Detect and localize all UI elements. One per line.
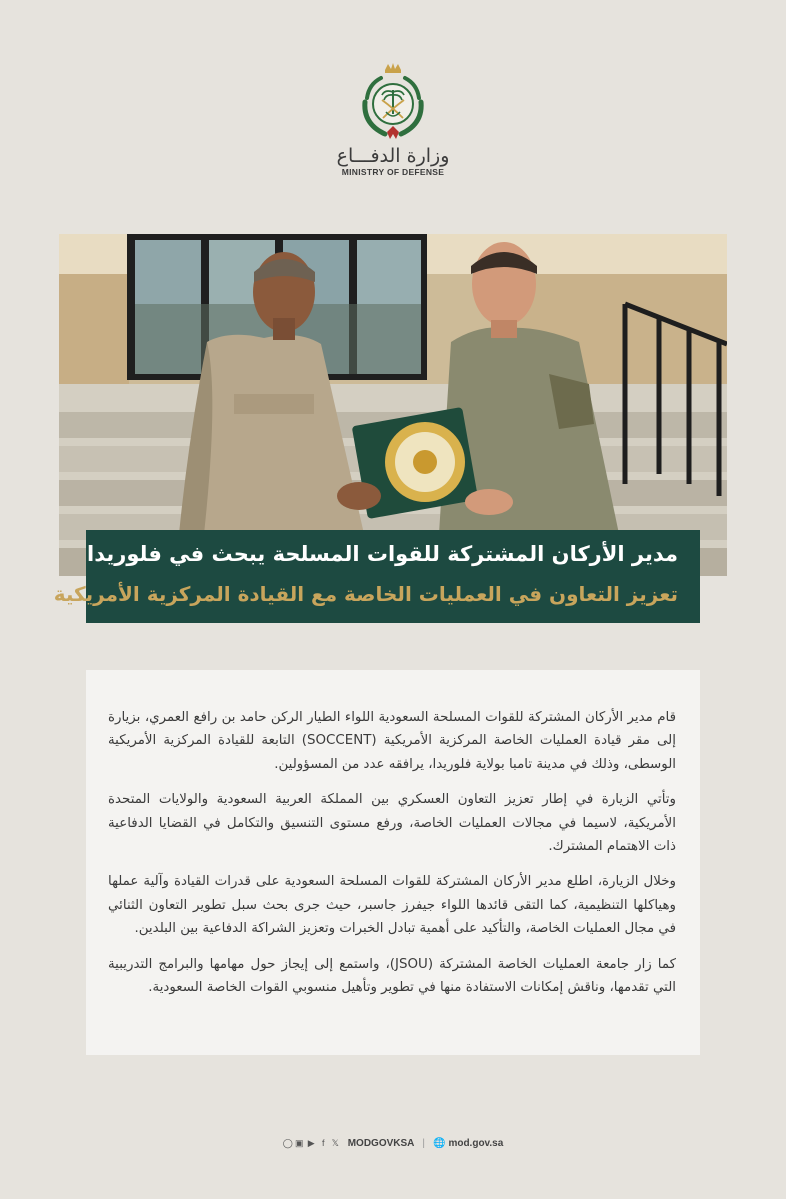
- article-paragraph: قام مدير الأركان المشتركة للقوات المسلحة السعودية اللواء الطيار الركن حامد بن رافع العمري، بزيارة إلى مقر قيادة العمليات الخاصة المركزية الأمريكية (SOCCENT) التابعة للقيادة المركزية الأمريكية الوسطى، وذلك في مدينة تامبا بولاية فلوريدا، يرافقه عدد من المسؤولين.: [108, 710, 676, 772]
- instagram-icon[interactable]: ▣: [294, 1137, 304, 1148]
- article-paragraph: وخلال الزيارة، اطلع مدير الأركان المشتركة للقوات المسلحة السعودية على قدرات القيادة وآلية عملها وهياكلها التنظيمية، كما التقى قائدها اللواء جيفرز جاسبر، حيث جرى بحث سبل تطوير التعاون الثنائي في مجال العمليات الخاصة، والتأكيد على أهمية تبادل الخبرات وتعزيز الشراكة الدفاعية بين البلدين.: [108, 874, 676, 937]
- headline-title: مدير الأركان المشتركة للقوات المسلحة يبحث في فلوريدا: [87, 542, 678, 566]
- x-icon[interactable]: 𝕏: [331, 1137, 339, 1148]
- article-paragraph: كما زار جامعة العمليات الخاصة المشتركة (JSOU)، واستمع إلى إيجاز حول مهامها والبرامج التدريبية التي تقدمها، وناقش إمكانات الاستفادة منها في تطوير وتأهيل منسوبي القوات الخاصة السعودية.: [108, 956, 676, 996]
- facebook-icon[interactable]: f: [321, 1138, 325, 1148]
- footer: [0, 1135, 786, 1151]
- website-link[interactable]: mod.gov.sa: [448, 1137, 504, 1149]
- ministry-name-english: MINISTRY OF DEFENSE: [341, 167, 445, 177]
- headline-subtitle: تعزيز التعاون في العمليات الخاصة مع القيادة المركزية الأمريكية: [53, 582, 678, 606]
- headline-banner: [53, 530, 700, 623]
- ministry-logo: [0, 62, 786, 142]
- snapchat-icon[interactable]: ◯: [282, 1137, 293, 1148]
- article-body: [86, 670, 700, 1055]
- article-paragraph: وتأتي الزيارة في إطار تعزيز التعاون العسكري بين المملكة العربية السعودية والولايات المتحدة الأمريكية، لاسيما في مجالات العمليات الخاصة، ورفع مستوى التنسيق والتكامل في القضايا الدفاعية ذات الاهتمام المشترك.: [108, 792, 676, 855]
- meeting-photo: [59, 234, 727, 576]
- social-icons: [283, 1138, 340, 1149]
- social-handle[interactable]: MODGOVKSA: [347, 1137, 415, 1149]
- ministry-emblem-icon: [355, 62, 431, 142]
- footer-separator: |: [422, 1137, 425, 1149]
- youtube-icon[interactable]: ▶: [307, 1137, 315, 1148]
- ministry-name-arabic: وزارة الدفـــاع: [336, 145, 450, 167]
- globe-icon: 🌐: [433, 1137, 446, 1149]
